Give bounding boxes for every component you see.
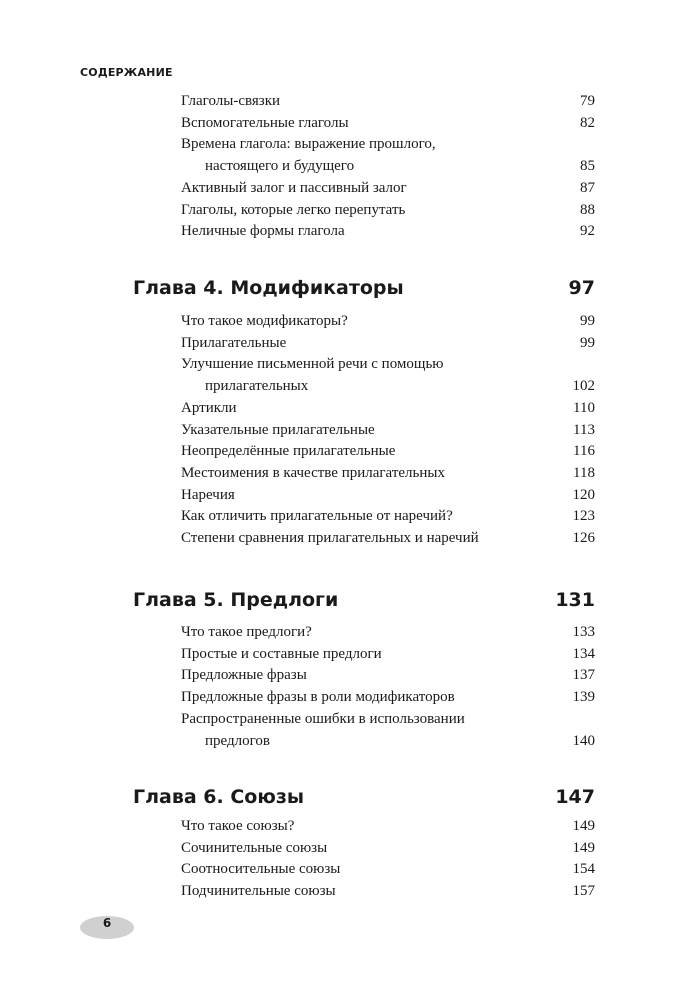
- entry-title: Соотносительные союзы: [181, 861, 341, 878]
- toc-entry: [181, 485, 595, 507]
- toc-entry: [181, 113, 595, 135]
- toc-entry: [181, 221, 595, 243]
- toc-entry: [181, 687, 595, 709]
- entry-page: 118: [573, 464, 595, 481]
- entry-title: Указательные прилагательные: [181, 421, 375, 438]
- entry-page: 123: [572, 508, 595, 525]
- entry-title: Предложные фразы: [181, 667, 307, 684]
- entry-page: 140: [572, 732, 595, 749]
- entry-page: 154: [572, 861, 595, 878]
- toc-entry: [181, 311, 595, 333]
- entry-list: [181, 622, 595, 752]
- entry-title: настоящего и будущего: [205, 158, 355, 175]
- entry-page: 157: [572, 883, 595, 900]
- toc-entry: [181, 398, 595, 420]
- entry-title: Улучшение письменной речи с помощью: [181, 356, 444, 373]
- running-header: СОДЕРЖАНИЕ: [80, 66, 173, 79]
- chapter-title: Глава 4. Модификаторы: [133, 277, 404, 299]
- entry-title: Местоимения в качестве прилагательных: [181, 464, 445, 481]
- entry-page: 87: [580, 179, 595, 196]
- entry-page: 102: [572, 378, 595, 395]
- entry-title: Времена глагола: выражение прошлого,: [181, 136, 436, 153]
- toc-entry: [181, 463, 595, 485]
- entry-title: Распространенные ошибки в использовании: [181, 710, 465, 727]
- entry-page: 134: [572, 645, 595, 662]
- entry-title: Глаголы-связки: [181, 93, 281, 109]
- entry-page: 133: [572, 624, 595, 640]
- chapter-page: 97: [568, 277, 595, 299]
- entry-title: Что такое предлоги?: [181, 624, 312, 640]
- entry-title: Артикли: [181, 399, 237, 416]
- entry-page: 139: [572, 689, 595, 706]
- entry-title: прилагательных: [205, 378, 309, 395]
- chapter-title: Глава 6. Союзы: [133, 786, 305, 808]
- entry-page: 92: [580, 223, 595, 240]
- entry-page: 116: [573, 443, 595, 460]
- chapter-heading: [133, 786, 595, 808]
- toc-entry: [181, 644, 595, 666]
- toc-entry: [181, 441, 595, 463]
- toc-entry: [181, 665, 595, 687]
- entry-page: 99: [580, 334, 595, 351]
- entry-title: Сочинительные союзы: [181, 839, 328, 856]
- toc-entry: [181, 528, 595, 550]
- chapter-heading: [133, 277, 595, 299]
- entry-page: 82: [580, 114, 595, 131]
- entry-title: Предложные фразы в роли модификаторов: [181, 689, 455, 706]
- entry-title: Что такое модификаторы?: [181, 313, 348, 329]
- entry-list: [181, 816, 595, 903]
- entry-title: Вспомогательные глаголы: [181, 114, 349, 131]
- toc-entry: [181, 859, 595, 881]
- entry-list: [181, 311, 595, 550]
- toc-entry: [181, 178, 595, 200]
- toc-entry: [181, 354, 595, 397]
- entry-list: [181, 91, 595, 243]
- entry-page: 88: [580, 201, 595, 218]
- entry-page: 120: [572, 486, 595, 503]
- toc-entry: [181, 709, 595, 752]
- chapter-page: 147: [555, 786, 595, 808]
- entry-page: 149: [572, 818, 595, 834]
- entry-title: предлогов: [205, 732, 270, 749]
- entry-title: Наречия: [181, 486, 235, 503]
- toc-entry: [181, 622, 595, 644]
- entry-page: 137: [572, 667, 595, 684]
- toc-entry: [181, 838, 595, 860]
- chapter-heading: [133, 589, 595, 611]
- chapter-title: Глава 5. Предлоги: [133, 589, 339, 611]
- toc-entry: [181, 420, 595, 442]
- entry-title: Прилагательные: [181, 334, 287, 351]
- entry-title: Что такое союзы?: [181, 818, 295, 834]
- toc-entry: [181, 134, 595, 177]
- toc-entry: [181, 881, 595, 903]
- entry-title: Как отличить прилагательные от наречий?: [181, 508, 453, 525]
- entry-title: Подчинительные союзы: [181, 883, 336, 900]
- entry-title: Глаголы, которые легко перепутать: [181, 201, 406, 218]
- entry-title: Неопределённые прилагательные: [181, 443, 396, 460]
- entry-page: 85: [580, 158, 595, 175]
- toc-entry: [181, 506, 595, 528]
- entry-page: 99: [580, 313, 595, 329]
- entry-page: 113: [573, 421, 595, 438]
- toc-entry: [181, 816, 595, 838]
- entry-title: Простые и составные предлоги: [181, 645, 382, 662]
- entry-page: 149: [572, 839, 595, 856]
- toc-entry: [181, 91, 595, 113]
- entry-page: 110: [573, 399, 595, 416]
- chapter-page: 131: [555, 589, 595, 611]
- toc-entry: [181, 200, 595, 222]
- entry-title: Неличные формы глагола: [181, 223, 345, 240]
- entry-title: Активный залог и пассивный залог: [181, 179, 407, 196]
- entry-title: Степени сравнения прилагательных и наречий: [181, 530, 479, 547]
- page-number: 6: [80, 916, 134, 939]
- entry-page: 79: [580, 93, 595, 109]
- entry-page: 126: [572, 530, 595, 547]
- toc-entry: [181, 333, 595, 355]
